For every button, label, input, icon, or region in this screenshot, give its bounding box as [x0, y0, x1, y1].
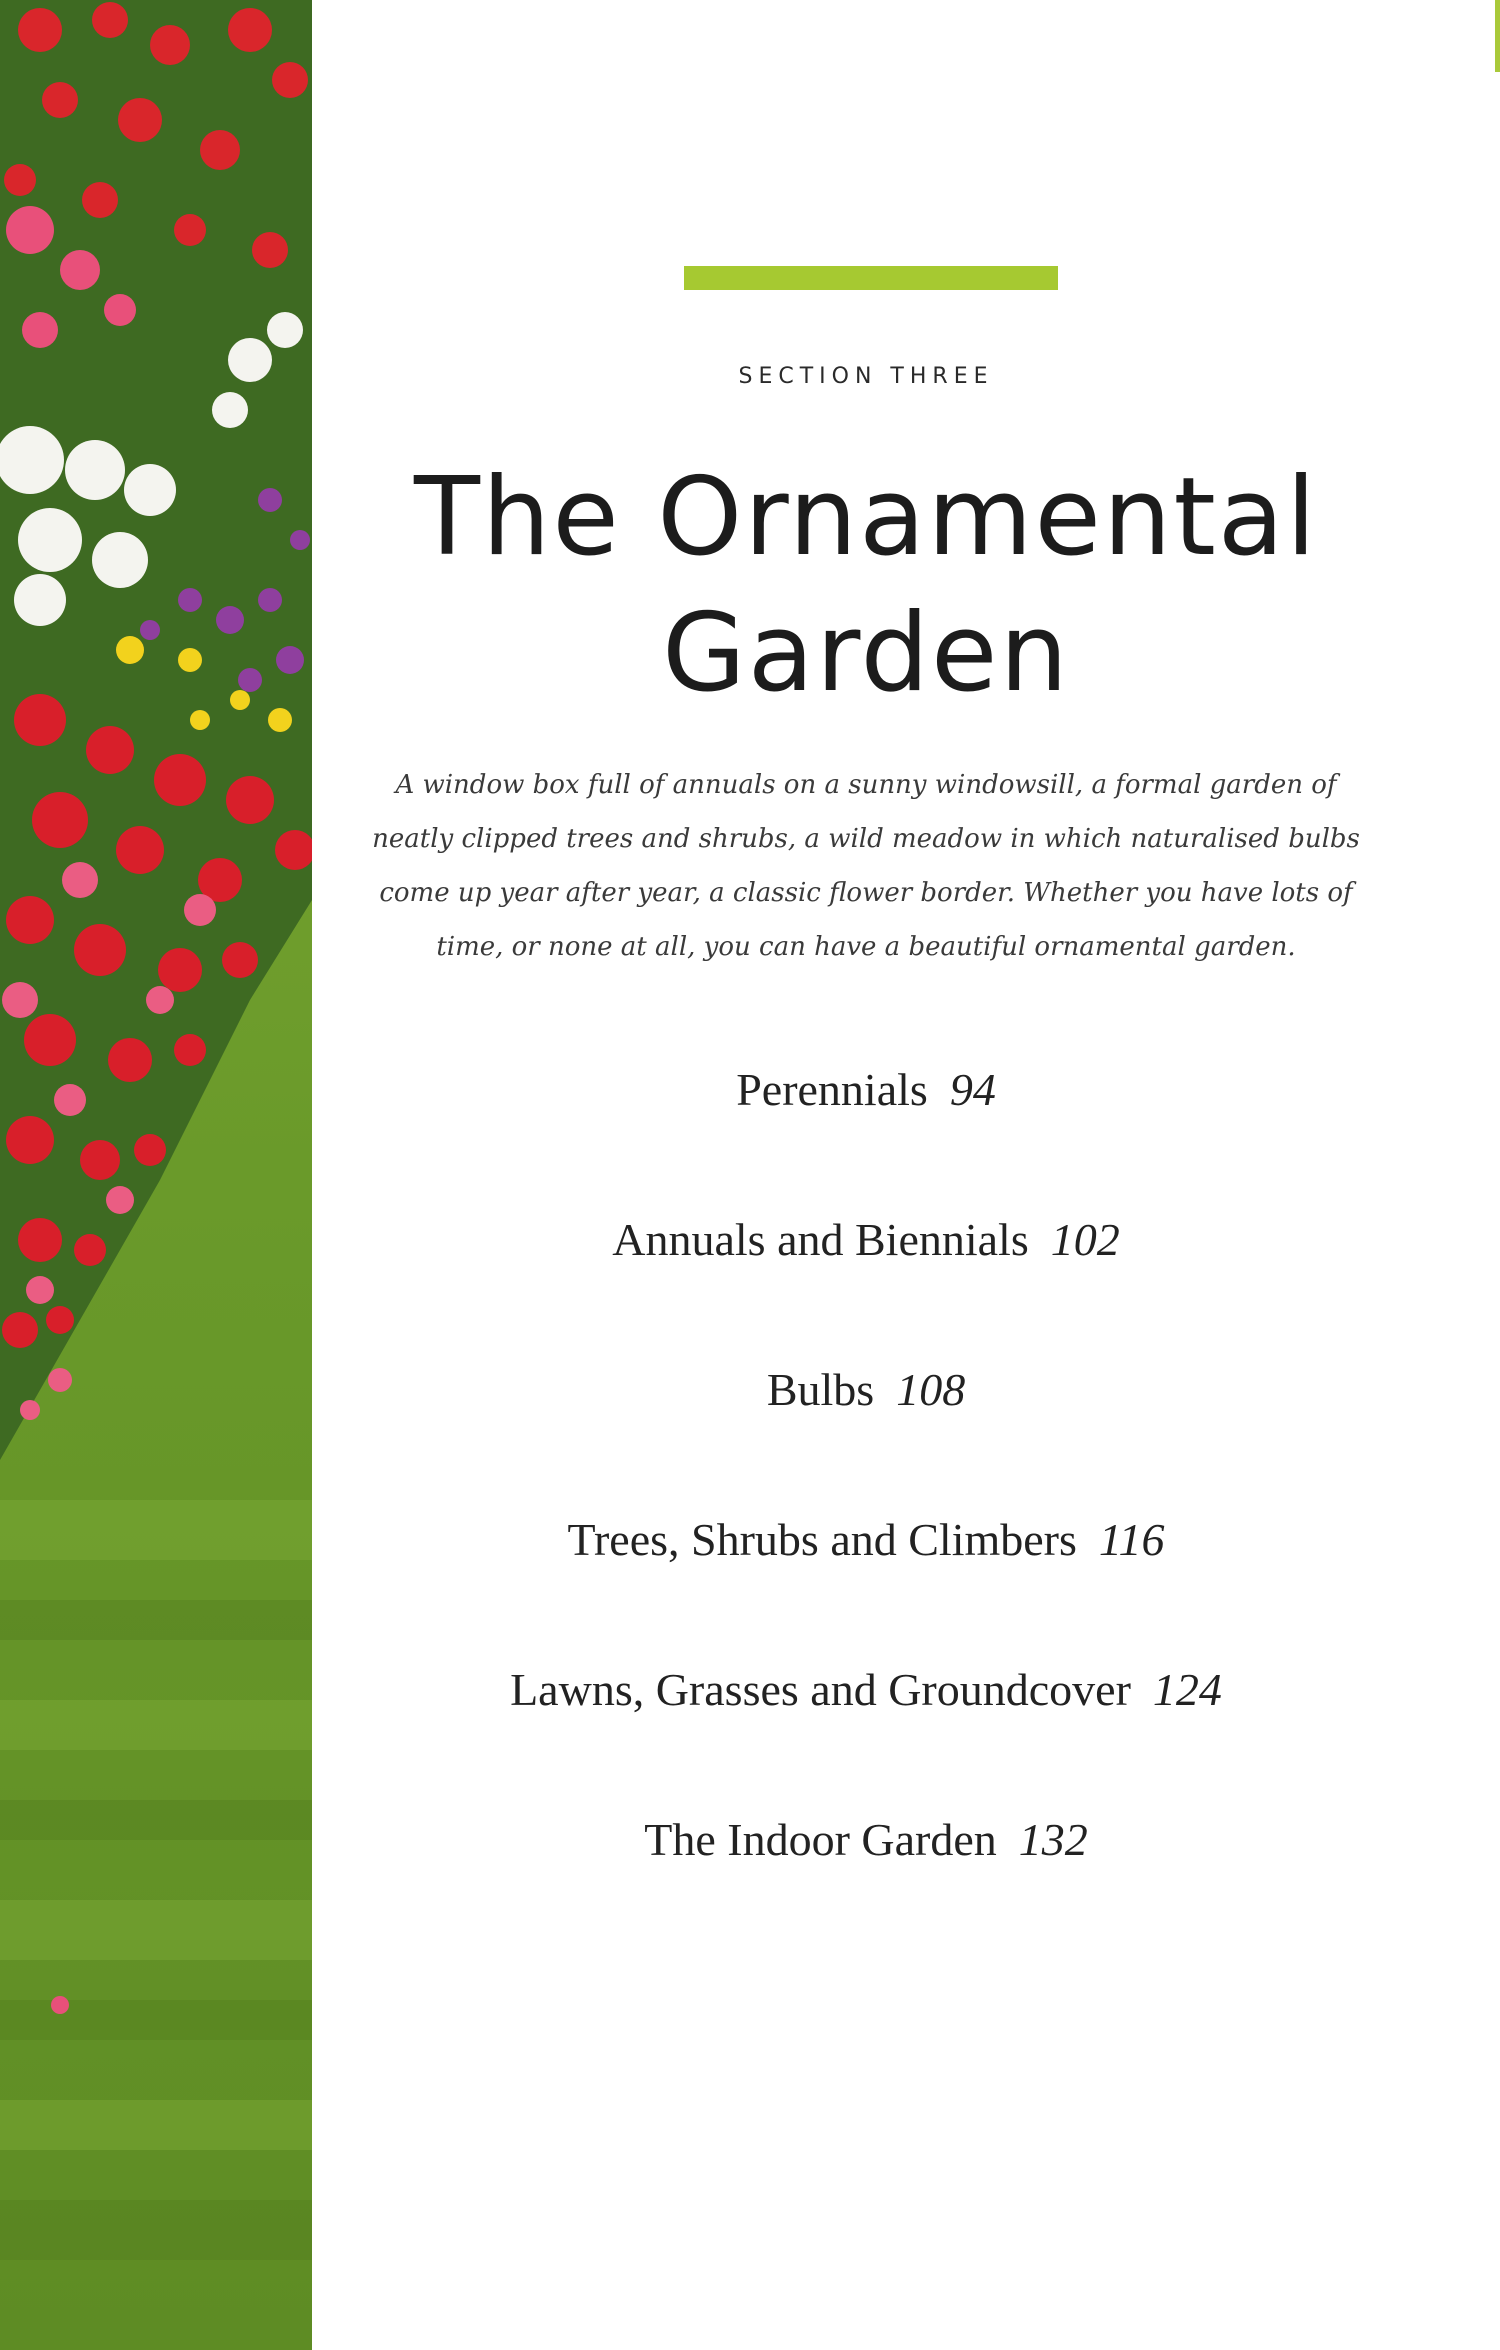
toc-item-label: Annuals and Biennials: [612, 1214, 1029, 1265]
table-of-contents: [312, 1050, 1420, 1950]
section-opener: [312, 0, 1500, 2350]
toc-item-indoor-garden[interactable]: [312, 1800, 1420, 1950]
accent-bar: [684, 266, 1058, 290]
toc-item-page: 124: [1152, 1664, 1222, 1715]
toc-item-page: 108: [896, 1364, 966, 1415]
flower-border-image: [0, 0, 312, 2350]
intro-paragraph: A window box full of annuals on a sunny windowsill, a formal garden of neatly clipped trees and shrubs, a wild meadow in which naturalised bulbs come up year after year, a classic flower border. Whether you have lots of time, or none at all, you can have a beautiful ornamental garden.: [372, 770, 1360, 962]
toc-item-annuals[interactable]: [312, 1200, 1420, 1350]
flower-border-photo: [0, 0, 312, 2350]
toc-item-label: Trees, Shrubs and Climbers: [567, 1514, 1077, 1565]
toc-item-bulbs[interactable]: [312, 1350, 1420, 1500]
page-title-line2: Garden: [662, 591, 1070, 716]
page-title: [312, 450, 1420, 722]
toc-item-page: 94: [949, 1064, 996, 1115]
toc-item-lawns-grasses[interactable]: [312, 1650, 1420, 1800]
toc-item-label: Lawns, Grasses and Groundcover: [510, 1664, 1131, 1715]
toc-item-page: 102: [1050, 1214, 1120, 1265]
toc-item-perennials[interactable]: [312, 1050, 1420, 1200]
toc-item-label: Bulbs: [766, 1364, 875, 1415]
toc-item-page: 116: [1098, 1514, 1165, 1565]
toc-item-page: 132: [1018, 1814, 1088, 1865]
section-label: SECTION THREE: [738, 364, 994, 389]
toc-item-trees-shrubs-climbers[interactable]: [312, 1500, 1420, 1650]
toc-item-label: Perennials: [736, 1064, 928, 1115]
toc-item-label: The Indoor Garden: [644, 1814, 997, 1865]
page-title-line1: The Ornamental: [414, 455, 1318, 580]
